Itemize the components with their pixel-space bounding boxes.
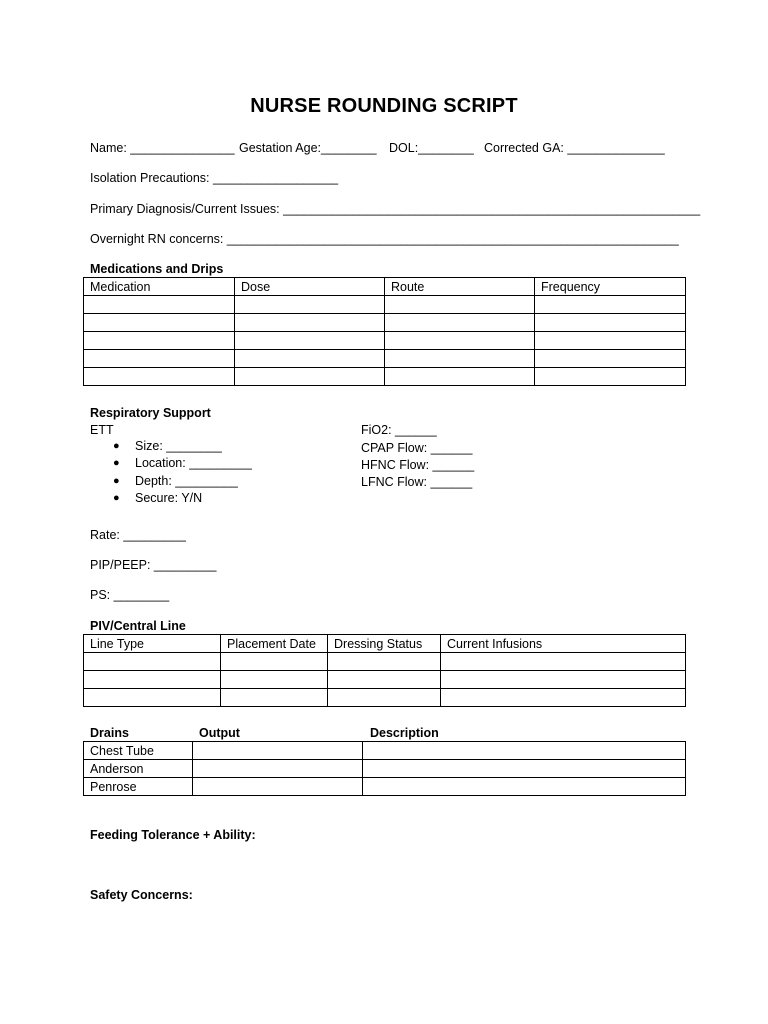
table-cell[interactable] [363, 760, 686, 778]
rate-field[interactable]: Rate: _________ [90, 528, 186, 542]
table-cell[interactable] [385, 332, 535, 350]
drains-heading: Drains [90, 726, 129, 740]
table-cell[interactable] [441, 671, 686, 689]
table-row [84, 760, 686, 778]
feeding-heading: Feeding Tolerance + Ability: [90, 828, 256, 842]
table-cell[interactable] [235, 332, 385, 350]
isolation-precautions-field[interactable]: Isolation Precautions: __________________ [90, 171, 339, 185]
table-row [84, 350, 686, 368]
bullet-icon: ● [113, 440, 120, 452]
table-cell[interactable] [84, 368, 235, 386]
table-cell[interactable] [221, 653, 328, 671]
table-cell[interactable] [385, 314, 535, 332]
table-cell[interactable] [363, 742, 686, 760]
hfnc-flow-field[interactable]: HFNC Flow: ______ [361, 458, 475, 472]
table-cell[interactable] [235, 314, 385, 332]
output-heading: Output [199, 726, 240, 740]
dressing-status-column-header: Dressing Status [328, 635, 441, 653]
table-cell[interactable] [235, 368, 385, 386]
table-row [84, 689, 686, 707]
drain-anderson-label: Anderson [84, 760, 193, 778]
ett-secure-field[interactable]: Secure: Y/N [135, 490, 203, 505]
table-cell[interactable] [221, 671, 328, 689]
overnight-concerns-field[interactable]: Overnight RN concerns: _________________________________________________________________ [90, 232, 679, 246]
table-cell[interactable] [84, 332, 235, 350]
current-infusions-column-header: Current Infusions [441, 635, 686, 653]
pip-peep-field[interactable]: PIP/PEEP: _________ [90, 558, 217, 572]
table-cell[interactable] [535, 350, 686, 368]
table-cell[interactable] [535, 296, 686, 314]
table-cell[interactable] [193, 778, 363, 796]
bullet-icon: ● [113, 474, 120, 487]
line-type-column-header: Line Type [84, 635, 221, 653]
table-row [84, 368, 686, 386]
piv-heading: PIV/Central Line [90, 619, 186, 633]
table-cell[interactable] [385, 350, 535, 368]
safety-heading: Safety Concerns: [90, 888, 193, 902]
table-row [84, 778, 686, 796]
respiratory-heading: Respiratory Support [90, 406, 211, 420]
table-cell[interactable] [328, 671, 441, 689]
table-cell[interactable] [221, 689, 328, 707]
medications-header-row [84, 278, 686, 296]
ett-depth-field[interactable]: Depth: _________ [135, 473, 238, 488]
medication-column-header: Medication [84, 278, 235, 296]
table-cell[interactable] [235, 350, 385, 368]
ett-label: ETT [90, 423, 114, 437]
placement-date-column-header: Placement Date [221, 635, 328, 653]
table-cell[interactable] [84, 671, 221, 689]
table-row [84, 671, 686, 689]
list-item[interactable] [113, 473, 252, 490]
table-cell[interactable] [84, 296, 235, 314]
ett-size-field[interactable]: Size: ________ [135, 439, 222, 453]
table-cell[interactable] [328, 689, 441, 707]
drain-chest-tube-label: Chest Tube [84, 742, 193, 760]
table-row [84, 653, 686, 671]
table-cell[interactable] [385, 368, 535, 386]
fio2-field[interactable]: FiO2: ______ [361, 423, 437, 437]
table-row [84, 314, 686, 332]
piv-header-row [84, 635, 686, 653]
page-title: NURSE ROUNDING SCRIPT [250, 95, 518, 117]
table-cell[interactable] [385, 296, 535, 314]
table-cell[interactable] [441, 653, 686, 671]
table-cell[interactable] [441, 689, 686, 707]
table-cell[interactable] [328, 653, 441, 671]
primary-diagnosis-field[interactable]: Primary Diagnosis/Current Issues: ____________________________________________________________ [90, 202, 701, 216]
corrected-ga-field[interactable]: Corrected GA: ______________ [484, 141, 665, 155]
piv-table [83, 634, 686, 707]
table-cell[interactable] [535, 368, 686, 386]
description-heading: Description [370, 726, 439, 740]
bullet-icon: ● [113, 457, 120, 470]
table-row [84, 296, 686, 314]
ps-field[interactable]: PS: ________ [90, 588, 170, 602]
table-row [84, 742, 686, 760]
table-cell[interactable] [84, 314, 235, 332]
lfnc-flow-field[interactable]: LFNC Flow: ______ [361, 475, 473, 489]
bullet-icon: ● [113, 491, 120, 504]
gestation-age-field[interactable]: Gestation Age:________ [239, 141, 377, 155]
table-cell[interactable] [84, 689, 221, 707]
drain-penrose-label: Penrose [84, 778, 193, 796]
table-row [84, 332, 686, 350]
cpap-flow-field[interactable]: CPAP Flow: ______ [361, 441, 473, 455]
drains-table [83, 741, 686, 796]
ett-location-field[interactable]: Location: _________ [135, 456, 252, 471]
dol-field[interactable]: DOL:________ [389, 141, 474, 155]
table-cell[interactable] [235, 296, 385, 314]
frequency-column-header: Frequency [535, 278, 686, 296]
table-cell[interactable] [84, 350, 235, 368]
route-column-header: Route [385, 278, 535, 296]
medications-table [83, 277, 686, 386]
name-field[interactable]: Name: _______________ [90, 141, 235, 155]
table-cell[interactable] [363, 778, 686, 796]
medications-heading: Medications and Drips [90, 262, 224, 276]
list-item[interactable] [113, 455, 252, 472]
list-item[interactable] [113, 438, 252, 455]
ett-list [90, 438, 252, 507]
table-cell[interactable] [535, 314, 686, 332]
table-cell[interactable] [193, 760, 363, 778]
table-cell[interactable] [535, 332, 686, 350]
table-cell[interactable] [84, 653, 221, 671]
table-cell[interactable] [193, 742, 363, 760]
list-item[interactable] [113, 490, 252, 507]
dose-column-header: Dose [235, 278, 385, 296]
